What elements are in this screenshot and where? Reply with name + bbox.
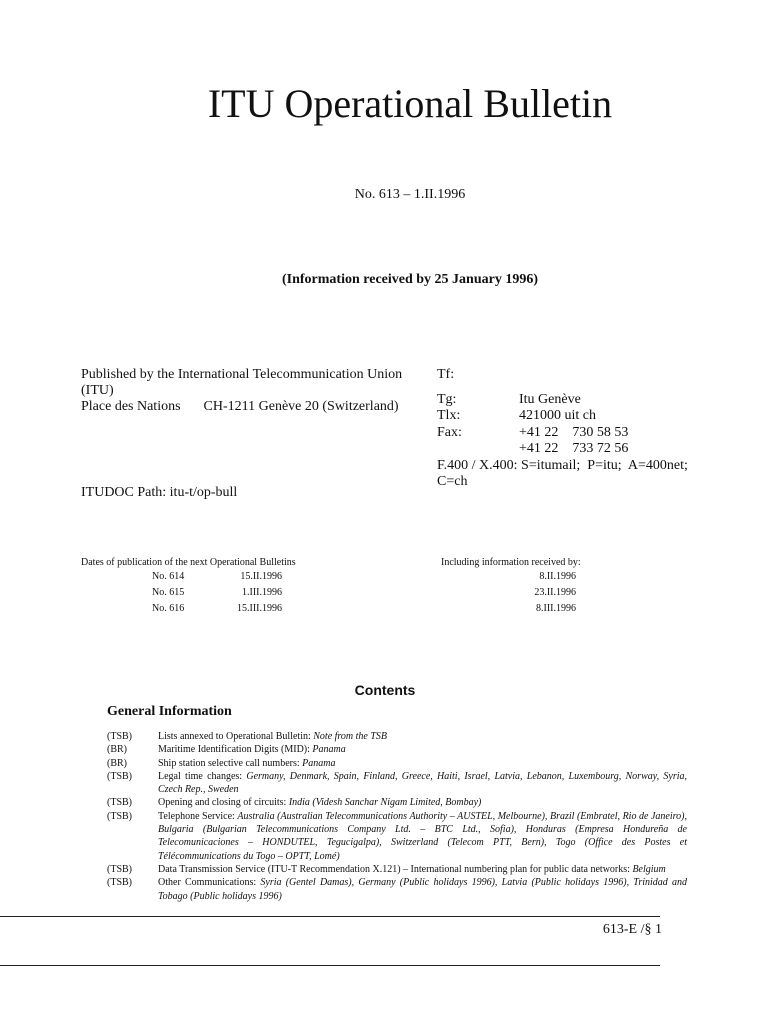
tlx-value: 421000 uit ch: [519, 408, 596, 423]
tg-value: Itu Genève: [519, 391, 581, 407]
itudoc-path: ITUDOC Path: itu-t/op-bull: [81, 485, 238, 500]
info-received-note: (Information received by 25 January 1996): [282, 272, 538, 287]
contents-item: [107, 757, 687, 770]
item-text: Legal time changes: Germany, Denmark, Spain, Finland, Greece, Haiti, Israel, Latvia, Lebanon, Luxembourg, Norway, Syria, Czech Rep., Sweden: [158, 770, 688, 796]
address-place: Place des Nations: [81, 399, 181, 414]
bulletin-no: No. 616: [152, 603, 185, 614]
footer-rule-top: [0, 916, 660, 917]
item-source: (TSB): [107, 770, 132, 782]
bulletin-no: No. 615: [152, 587, 185, 598]
page-reference: 613-E /§ 1: [602, 922, 662, 937]
item-text: Ship station selective call numbers: Panama: [158, 757, 336, 769]
bulletin-no: No. 614: [152, 571, 185, 582]
contents-item: [107, 743, 687, 756]
fax-label: Fax:: [437, 424, 462, 440]
bulletin-date: 15.II.1996: [240, 571, 282, 582]
contents-item: [107, 796, 687, 809]
contents-list: [107, 730, 687, 903]
bulletin-received: 8.II.1996: [539, 571, 576, 582]
tg-label: Tg:: [437, 391, 457, 407]
contents-item: [107, 863, 687, 876]
publisher-block: [81, 367, 421, 415]
publisher-address: [81, 399, 421, 415]
publisher-name: Published by the International Telecommunication Union (ITU): [81, 367, 403, 398]
contact-fax: [437, 425, 737, 442]
item-text: Maritime Identification Digits (MID): Panama: [158, 744, 346, 756]
contents-item: [107, 730, 687, 743]
contact-x400-2: [437, 474, 737, 491]
contact-x400: [437, 458, 737, 475]
item-text: Lists annexed to Operational Bulletin: Note from the TSB: [158, 731, 388, 742]
bulletin-date: 15.III.1996: [237, 603, 282, 614]
bulletin-received: 8.III.1996: [536, 603, 576, 614]
bulletin-date: 1.III.1996: [242, 587, 282, 598]
tf-label: Tf:: [437, 367, 455, 382]
item-text: Opening and closing of circuits: India (Videsh Sanchar Nigam Limited, Bombay): [158, 797, 482, 809]
bulletin-row: [0, 603, 770, 619]
item-source: (TSB): [107, 797, 132, 809]
footer-rule-bottom: [0, 965, 660, 966]
contents-item: [107, 770, 687, 797]
item-source: (TSB): [107, 863, 132, 875]
contact-fax-2: [437, 441, 737, 458]
contact-tg: [437, 392, 737, 409]
x400-line-2: C=ch: [437, 474, 468, 489]
address-city: CH-1211 Genève 20 (Switzerland): [203, 399, 399, 414]
fax-value-1: +41 22 730 58 53: [519, 424, 629, 440]
general-information-heading: General Information: [107, 704, 232, 719]
contact-block: [437, 367, 737, 491]
item-text: Data Transmission Service (ITU-T Recommendation X.121) – International numbering plan for public data networks: Belgium: [158, 863, 666, 875]
document-title: ITU Operational Bulletin: [207, 81, 613, 126]
contents-item: [107, 810, 687, 863]
contents-item: [107, 876, 687, 903]
item-source: (BR): [107, 744, 127, 756]
item-source: (BR): [107, 757, 127, 769]
x400-line-1: F.400 / X.400: S=itumail; P=itu; A=400net;: [437, 457, 688, 473]
contact-tlx: [437, 408, 737, 425]
contents-heading: Contents: [354, 682, 416, 698]
contact-tf: [437, 367, 737, 384]
issue-number: No. 613 – 1.II.1996: [354, 187, 466, 202]
item-text: Other Communications: Syria (Gentel Damas), Germany (Public holidays 1996), Latvia (Public holidays 1996), Trinidad and Tobago (Public holidays 1996): [158, 877, 688, 902]
fax-value-2: +41 22 733 72 56: [519, 441, 629, 456]
including-heading: Including information received by:: [441, 557, 581, 568]
item-text: Telephone Service: Australia (Australian Telecommunications Authority – AUSTEL, Melbourne), Brazil (Embratel, Rio de Janeiro), Bulgaria (Bulgarian Telecommunications Company Ltd. – BTC Ltd., Sofia), Honduras (Empresa Hondureña de Telecomunicaciones – HONDUTEL, Tegucigalpa), Switzerland (Telecom PTT, Bern), Togo (Office des Postes et Télécommunications du Togo – OPTT, Lomé): [158, 810, 687, 862]
bulletin-row: [0, 571, 770, 587]
tlx-label: Tlx:: [437, 408, 461, 423]
bulletin-received: 23.II.1996: [534, 587, 576, 598]
item-source: (TSB): [107, 810, 132, 822]
next-bulletins-heading: Dates of publication of the next Operational Bulletins: [81, 557, 296, 568]
item-source: (TSB): [107, 877, 132, 889]
item-source: (TSB): [107, 731, 132, 742]
bulletin-row: [0, 587, 770, 603]
